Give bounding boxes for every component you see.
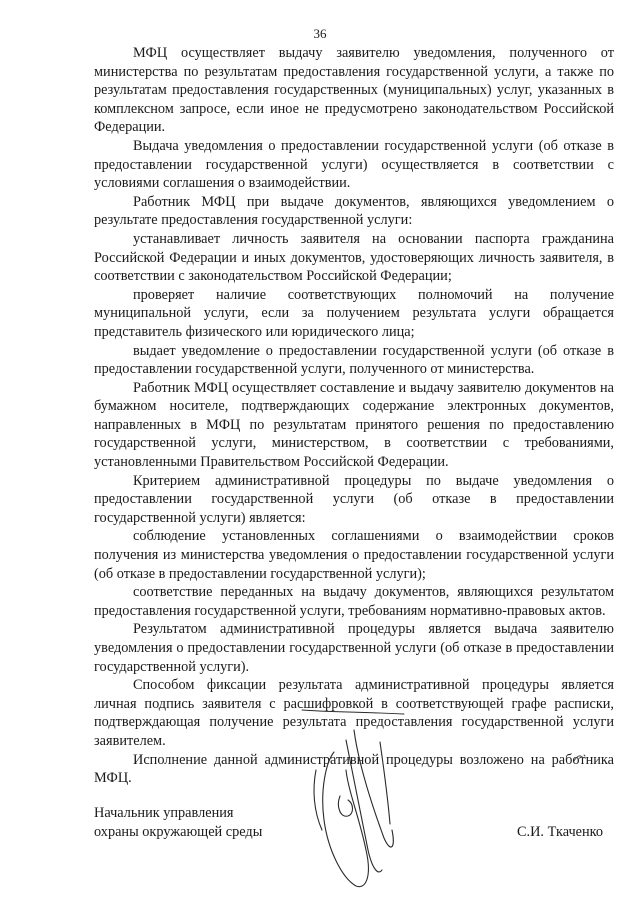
paragraph: Работник МФЦ осуществляет составление и выдачу заявителю документов на бумажном носителе, подтверждающих содержание электронных документов, направленных в МФЦ по результатам принятого решения по предоставлению государственной услуги, министерством, в соответствии с требованиями, установленными Правительством Российской Федерации. [94, 379, 614, 471]
document-body [94, 44, 614, 788]
paragraph: Критерием административной процедуры по выдаче уведомления о предоставлении государственной услуги (об отказе в предоставлении государственной услуги) является: [94, 472, 614, 526]
position-line-1: Начальник управления [94, 805, 234, 821]
paragraph: Результатом административной процедуры является выдача заявителю уведомления о предоставлении государственной услуги (об отказе в предоставлении государственной услуги). [94, 621, 614, 675]
signatory-position [94, 804, 262, 842]
paragraph: Исполнение данной административной процедуры возложено на работника МФЦ. [94, 751, 614, 787]
handwritten-mark [572, 752, 588, 764]
paragraph: устанавливает личность заявителя на основании паспорта гражданина Российской Федерации и иных документов, удостоверяющих личность заявителя, в соответствии с законодательством Российской Федерации; [94, 230, 614, 285]
paragraph: Способом фиксации результата административной процедуры является личная подпись заявителя с расшифровкой в соответствующей графе расписки, подтверждающая получение результата предоставления государственной услуги заявителем. [94, 677, 614, 749]
paragraph: МФЦ осуществляет выдачу заявителю уведомления, полученного от министерства по результатам предоставления государственной услуги, а также по результатам предоставления государственных (муниципальных) услуг, указанных в комплексном запросе, если иное не предусмотрено законодательством Российской Федерации. [94, 45, 614, 136]
paragraph: Работник МФЦ при выдаче документов, являющихся уведомлением о результате предоставления государственной услуги: [94, 193, 614, 229]
paragraph: соблюдение установленных соглашениями о взаимодействии сроков получения из министерства уведомления о предоставлении государственной услуги (об отказе в предоставлении государственной услуги); [94, 528, 614, 582]
signatory-name: С.И. Ткаченко [517, 824, 604, 840]
paragraph: соответствие переданных на выдачу документов, являющихся результатом предоставления государственной услуги, требованиям нормативно-правовых актов. [94, 584, 614, 619]
handwritten-signature [296, 700, 411, 900]
position-line-2: охраны окружающей среды [94, 824, 263, 840]
paragraph: Выдача уведомления о предоставлении государственной услуги (об отказе в предоставлении государственной услуги) осуществляется в соответствии с условиями соглашения о взаимодействии. [94, 137, 614, 192]
page-number: 36 [313, 26, 327, 41]
paragraph: проверяет наличие соответствующих полномочий на получение муниципальной услуги, если за получением результата услуги обращается представитель физического или юридического лица; [94, 286, 614, 340]
paragraph: выдает уведомление о предоставлении государственной услуги (об отказе в предоставлении государственной услуги, полученного от министерства. [94, 342, 614, 378]
